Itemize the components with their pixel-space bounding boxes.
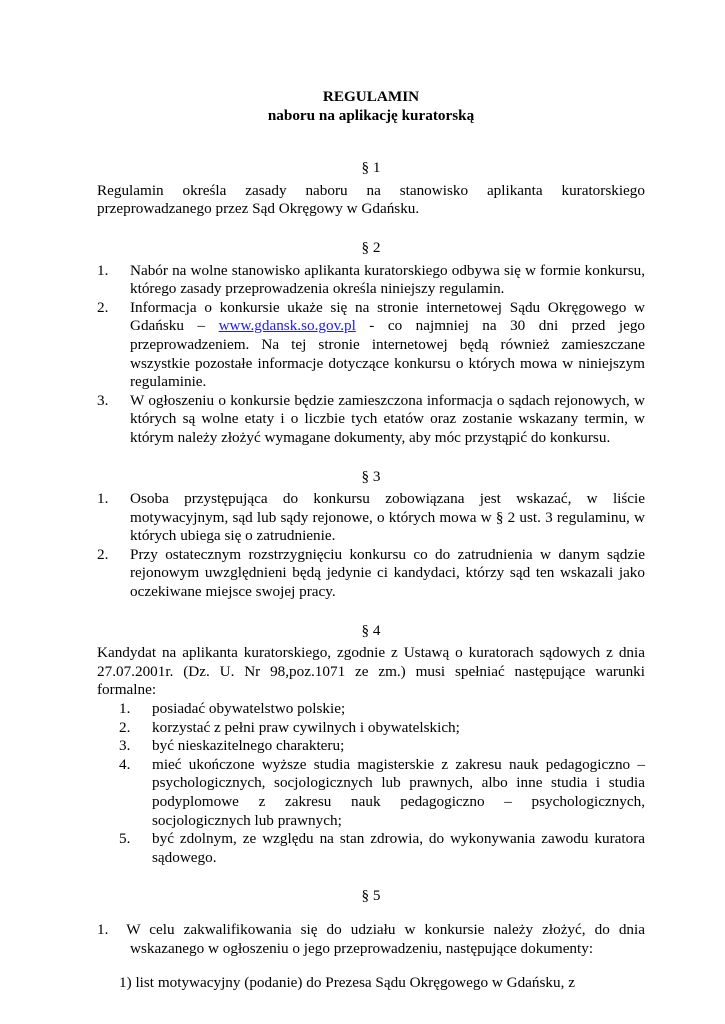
- list-number: 2.: [97, 545, 109, 563]
- court-website-link[interactable]: www.gdansk.so.gov.pl: [218, 317, 356, 335]
- list-text: mieć ukończone wyższe studia magisterskie z zakresu nauk pedagogiczno – psychologicznych, socjologicznych lub prawnych, albo inne studia i studia podyplomowe z zakresu nauk pedagogiczno – psychologicznych, socjologicznych lub prawnych;: [152, 755, 645, 829]
- list-number: 2.: [97, 298, 109, 316]
- section-1-heading: § 1: [361, 159, 381, 177]
- section-2-heading: § 2: [361, 238, 381, 256]
- list-text: być nieskazitelnego charakteru;: [152, 737, 345, 755]
- list-number: 5.: [119, 830, 131, 848]
- list-item: [119, 719, 645, 738]
- list-item: [119, 830, 645, 867]
- list-item: [119, 737, 645, 756]
- list-item: [119, 700, 645, 719]
- list-number: 3.: [119, 737, 131, 755]
- list-number: 4.: [119, 755, 131, 773]
- section-5-item-1: 1. W celu zakwalifikowania się do udziału w konkursie należy złożyć, do dnia wskazanego w ogłoszeniu o jego przeprowadzeniu, następujące dokumenty:: [97, 921, 649, 957]
- list-item: [119, 756, 645, 830]
- list-item: [97, 262, 645, 299]
- section-4-list: [97, 700, 645, 867]
- list-item: [97, 392, 645, 448]
- section-3-heading: § 3: [361, 467, 381, 485]
- list-text: być zdolnym, ze względu na stan zdrowia, do wykonywania zawodu kuratora sądowego.: [152, 830, 645, 866]
- document-title: REGULAMIN: [322, 88, 420, 105]
- list-text: Osoba przystępująca do konkursu zobowiązana jest wskazać, w liście motywacyjnym, sąd lub sądy rejonowe, o których mowa w § 2 ust. 3 regulaminu, w których ubiega się o zatrudnienie.: [130, 490, 645, 545]
- list-text: Informacja o konkursie ukaże się na stronie internetowej Sądu Okręgowego w Gdańsku –: [130, 298, 645, 335]
- section-2-list: [97, 262, 645, 448]
- list-text: posiadać obywatelstwo polskie;: [152, 700, 346, 718]
- list-item: [97, 299, 645, 392]
- document-subtitle: naboru na aplikację kuratorską: [267, 106, 475, 124]
- section-3-list: [97, 490, 645, 602]
- list-text: - co najmniej na 30 dni przed jego przeprowadzeniem. Na tej stronie internetowej będą również zamieszczane wszystkie pozostałe informacje dotyczące konkursu o których mowa w niniejszym regulaminie.: [130, 317, 646, 391]
- list-item: [97, 546, 645, 602]
- section-4-intro: Kandydat na aplikanta kuratorskiego, zgodnie z Ustawą o kuratorach sądowych z dnia 27.07.2001r. (Dz. U. Nr 98,poz.1071 ze zm.) musi spełniać następujące warunki formalne:: [97, 644, 645, 699]
- list-number: 1.: [119, 700, 131, 718]
- section-5-subitem-1: 1) list motywacyjny (podanie) do Prezesa Sądu Okręgowego w Gdańsku, z: [119, 973, 575, 991]
- list-text: korzystać z pełni praw cywilnych i obywatelskich;: [152, 718, 460, 736]
- list-text: W ogłoszeniu o konkursie będzie zamieszczona informacja o sądach rejonowych, w których są wolne etaty i o liczbie tych etatów oraz zostanie wskazany termin, w którym należy złożyć wymagane dokumenty, aby móc przystąpić do konkursu.: [130, 391, 645, 446]
- list-number: 3.: [97, 391, 109, 409]
- list-number: 2.: [119, 718, 131, 736]
- section-1-text: Regulamin określa zasady naboru na stanowisko aplikanta kuratorskiego przeprowadzanego przez Sąd Okręgowy w Gdańsku.: [97, 181, 645, 218]
- list-number: 1.: [97, 261, 109, 279]
- list-text: Nabór na wolne stanowisko aplikanta kuratorskiego odbywa się w formie konkursu, którego zasady przeprowadzenia określa niniejszy regulamin.: [130, 261, 645, 298]
- section-4-heading: § 4: [361, 621, 381, 639]
- list-item: [97, 490, 645, 546]
- list-text: Przy ostatecznym rozstrzygnięciu konkursu co do zatrudnienia w danym sądzie rejonowym uwzględnieni będą jedynie ci kandydaci, którzy sąd ten wskazali jako oczekiwane miejsce swojej pracy.: [130, 545, 645, 601]
- list-number: 1.: [97, 490, 109, 508]
- section-5-heading: § 5: [361, 887, 381, 905]
